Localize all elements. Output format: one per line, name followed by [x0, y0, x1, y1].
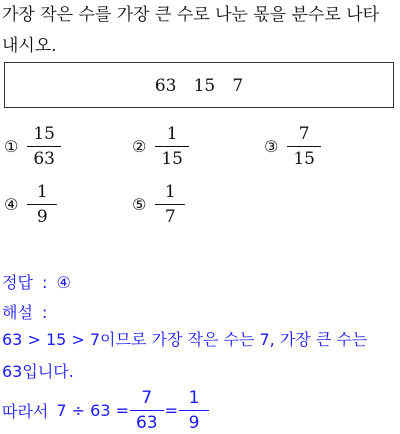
- denominator: 9: [36, 207, 48, 227]
- answer-line: [2, 270, 71, 293]
- answer-label: 정답: [2, 273, 33, 292]
- option-fraction: [290, 124, 318, 169]
- fraction-bar: [27, 204, 57, 205]
- explanation-fraction-2: [182, 388, 206, 433]
- option-marker: ③: [264, 136, 279, 156]
- numerator: 1: [36, 182, 48, 202]
- question-line-2: 내시오.: [2, 36, 57, 56]
- explanation-prefix: 따라서: [2, 402, 49, 421]
- fraction-bar: [27, 146, 61, 147]
- numerator: 1: [164, 182, 176, 202]
- explanation-line-1: 63 > 15 > 7이므로 가장 작은 수는 7, 가장 큰 수는: [2, 330, 368, 349]
- option-marker: ⑤: [132, 194, 147, 214]
- fraction-bar: [155, 204, 185, 205]
- explanation-line-3: [2, 388, 206, 433]
- number-item: 15: [193, 76, 216, 96]
- numerator: 7: [141, 388, 153, 408]
- option-1[interactable]: [4, 124, 58, 169]
- number-item: 7: [232, 76, 244, 96]
- explanation-colon: :: [42, 303, 48, 322]
- option-5[interactable]: [132, 182, 182, 227]
- option-fraction: [158, 124, 186, 169]
- option-fraction: [30, 124, 58, 169]
- explanation-fraction-1: [133, 388, 161, 433]
- option-marker: ②: [132, 136, 147, 156]
- option-4[interactable]: [4, 182, 54, 227]
- denominator: 9: [188, 413, 200, 433]
- numerator: 15: [33, 124, 55, 144]
- fraction-bar: [155, 146, 189, 147]
- numerator: 1: [188, 388, 200, 408]
- numerator: 1: [166, 124, 178, 144]
- explanation-heading: [2, 300, 47, 323]
- option-3[interactable]: [264, 124, 318, 169]
- denominator: 63: [135, 413, 158, 433]
- fraction-bar: [130, 410, 164, 411]
- number-box: [4, 62, 394, 108]
- option-fraction: [30, 182, 54, 227]
- number-item: 63: [154, 76, 177, 96]
- denominator: 7: [164, 207, 176, 227]
- question-text: [2, 0, 398, 62]
- question-line-1: 가장 작은 수를 가장 큰 수로 나눈 몫을 분수로 나타: [2, 5, 380, 25]
- equals-sign: =: [164, 401, 179, 420]
- answer-value: ④: [56, 273, 71, 292]
- answer-colon: :: [42, 273, 48, 292]
- option-fraction: [158, 182, 182, 227]
- explanation-label: 해설: [2, 303, 33, 322]
- option-2[interactable]: [132, 124, 186, 169]
- option-marker: ①: [4, 136, 19, 156]
- option-marker: ④: [4, 194, 19, 214]
- denominator: 15: [161, 149, 183, 169]
- explanation-expression: 7 ÷ 63 =: [56, 401, 129, 420]
- denominator: 15: [293, 149, 315, 169]
- fraction-bar: [287, 146, 321, 147]
- numerator: 7: [298, 124, 310, 144]
- denominator: 63: [33, 149, 55, 169]
- explanation-line-2: 63입니다.: [2, 362, 74, 381]
- fraction-bar: [179, 410, 209, 411]
